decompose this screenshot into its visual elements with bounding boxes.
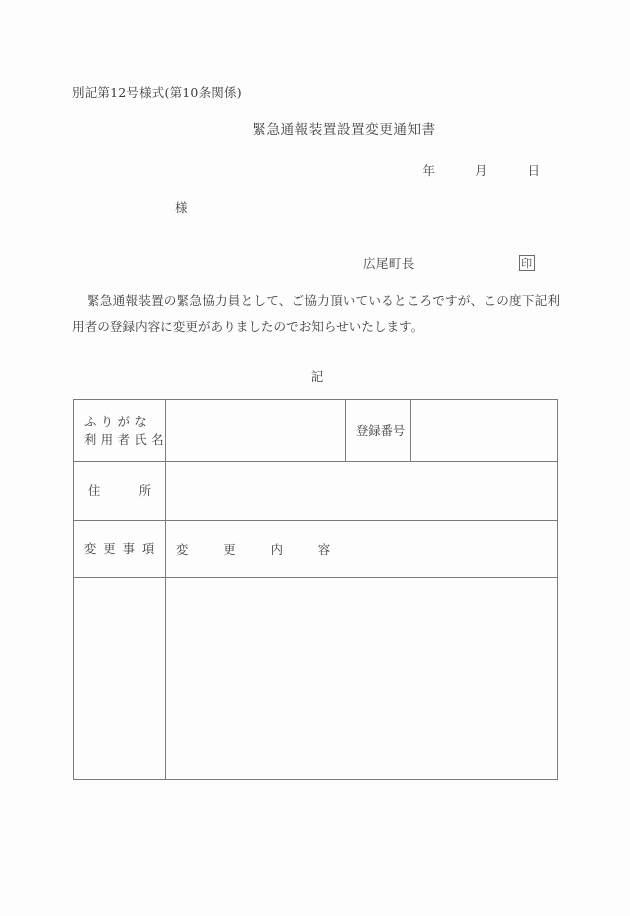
- change-content-entry-cell[interactable]: [166, 578, 558, 780]
- signer-name: 広尾町長: [363, 256, 415, 271]
- change-item-entry-cell[interactable]: [74, 578, 166, 780]
- address-label-char-2: 所: [138, 484, 151, 498]
- date-year-label: 年: [422, 163, 436, 178]
- signer-row: [363, 254, 535, 272]
- ki-marker: 記: [310, 369, 324, 384]
- address-label: [84, 482, 155, 500]
- registration-number-value-cell[interactable]: [411, 400, 558, 462]
- change-content-header: 変更内容: [166, 521, 558, 578]
- address-value-cell[interactable]: [166, 462, 558, 521]
- user-name-value-cell[interactable]: [166, 400, 346, 462]
- user-name-label: 利用者氏名: [84, 432, 168, 447]
- furigana-label: ふりがな: [84, 414, 152, 429]
- address-label-char-1: 住: [88, 484, 101, 498]
- document-title: 緊急通報装置設置変更通知書: [252, 122, 436, 138]
- address-label-cell: [74, 462, 166, 521]
- table-row: [74, 400, 558, 462]
- body-paragraph: 緊急通報装置の緊急協力員として、ご協力頂いているところですが、この度下記利用者の登録内容に変更がありましたのでお知らせいたします。: [72, 293, 560, 334]
- table-row: [74, 462, 558, 521]
- seal-stamp-box: 印: [519, 255, 535, 271]
- change-details-table: [73, 399, 558, 780]
- date-month-label: 月: [475, 163, 488, 178]
- change-item-label: 変更事項: [74, 521, 166, 578]
- user-name-label-cell: [74, 400, 166, 462]
- form-number: 別記第12号様式(第10条関係): [72, 85, 242, 100]
- date-day-label: 日: [527, 163, 540, 178]
- table-row: [74, 578, 558, 780]
- registration-number-label: 登録番号: [346, 400, 411, 462]
- table-row: [74, 521, 558, 578]
- addressee-honorific: 様: [175, 200, 188, 215]
- date-line: [423, 161, 540, 179]
